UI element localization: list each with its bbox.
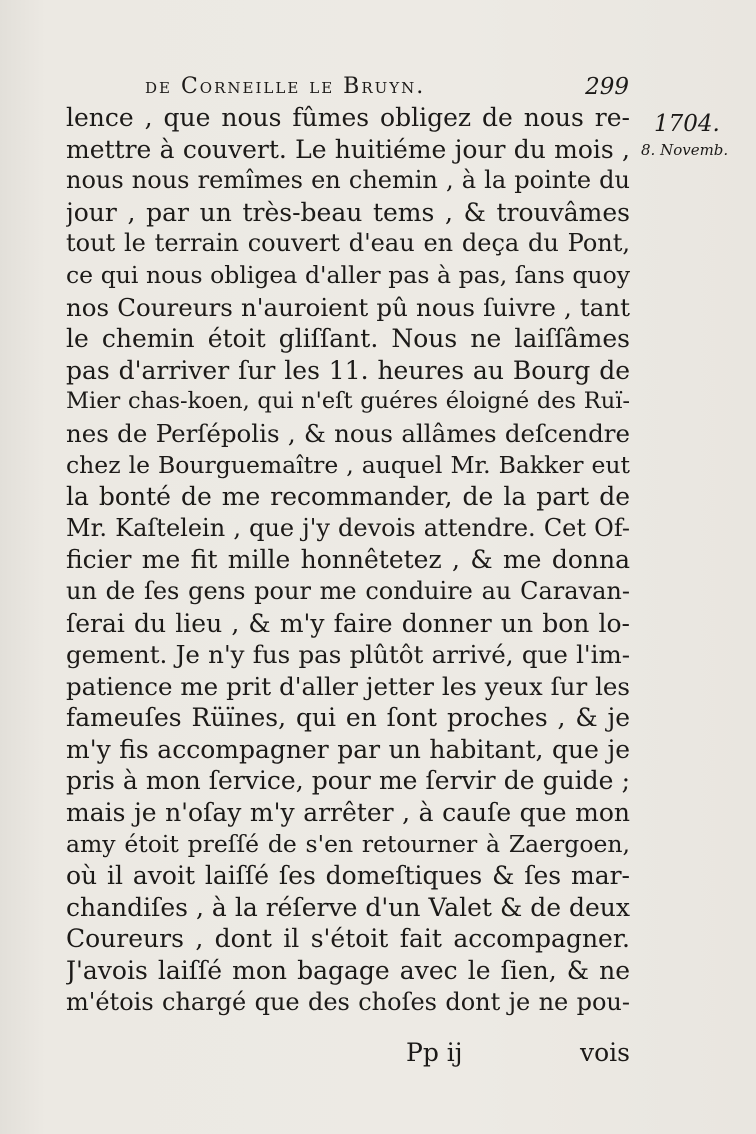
text-line: chez le Bourguemaître , auquel Mr. Bakker eut	[66, 450, 630, 479]
text-line: Coureurs , dont il s'étoit fait accompagner.	[66, 924, 630, 954]
text-line: m'y fis accompagner par un habitant, que je	[66, 734, 630, 764]
text-line: un de ſes gens pour me conduire au Caravan-	[66, 576, 630, 605]
text-line: chandiſes , à la réſerve d'un Valet & de deux	[66, 892, 630, 922]
text-line: amy étoit preſſé de s'en retourner à Zaergoen,	[66, 829, 630, 858]
signature-mark: Pp ij	[406, 1038, 463, 1067]
text-line: ce qui nous obligea d'aller pas à pas, ſans quoy	[66, 260, 630, 289]
text-line: où il avoit laiſſé ſes domeſtiques & ſes mar-	[66, 861, 630, 891]
text-line: pris à mon ſervice, pour me ſervir de guide ;	[66, 766, 630, 796]
catchword: vois	[580, 1038, 630, 1067]
text-line: patience me prit d'aller jetter les yeux ſur les	[66, 671, 630, 701]
text-line: J'avois laiſſé mon bagage avec le ſien, & ne	[66, 956, 630, 986]
text-line: nous nous remîmes en chemin , à la pointe du	[66, 166, 630, 195]
text-line: ficier me fit mille honnêtetez , & me donna	[66, 545, 630, 575]
text-line: lence , que nous fûmes obligez de nous re-	[66, 103, 630, 132]
running-head: de Corneille le Bruyn.	[145, 74, 426, 99]
text-line: jour , par un très-beau tems , & trouvâmes	[66, 197, 630, 227]
text-line: nos Coureurs n'auroient pû nous ſuivre , tant	[66, 292, 630, 322]
text-line: mettre à couvert. Le huitiéme jour du mois ,	[66, 134, 630, 164]
text-line: la bonté de me recommander, de la part de	[66, 482, 630, 512]
text-line: nes de Perſépolis , & nous allâmes deſcendre	[66, 418, 630, 448]
text-line: m'étois chargé que des choſes dont je ne pou-	[66, 987, 630, 1016]
page-number: 299	[585, 74, 629, 100]
margin-note-year: 1704.	[654, 111, 720, 137]
text-line: ſerai du lieu , & m'y faire donner un bon lo-	[66, 608, 630, 638]
text-line: le chemin étoit gliſſant. Nous ne laiſſâmes	[66, 324, 630, 354]
page-footer	[66, 1038, 630, 1072]
text-line: pas d'arriver ſur les 11. heures au Bourg de	[66, 355, 630, 385]
text-line: fameuſes Rüïnes, qui en ſont proches , & je	[66, 703, 630, 733]
text-line: gement. Je n'y fus pas plûtôt arrivé, que l'im-	[66, 640, 630, 670]
text-line: Mier chas-koen, qui n'eſt guéres éloigné des Ruï-	[66, 388, 630, 415]
margin-note-date: 8. Novemb.	[641, 141, 729, 159]
text-line: mais je n'oſay m'y arrêter , à cauſe que mon	[66, 798, 630, 828]
text-line: Mr. Kaſtelein , que j'y devois attendre. Cet Of-	[66, 513, 630, 542]
body-text	[66, 102, 630, 1018]
text-line: tout le terrain couvert d'eau en deça du Pont,	[66, 229, 630, 258]
